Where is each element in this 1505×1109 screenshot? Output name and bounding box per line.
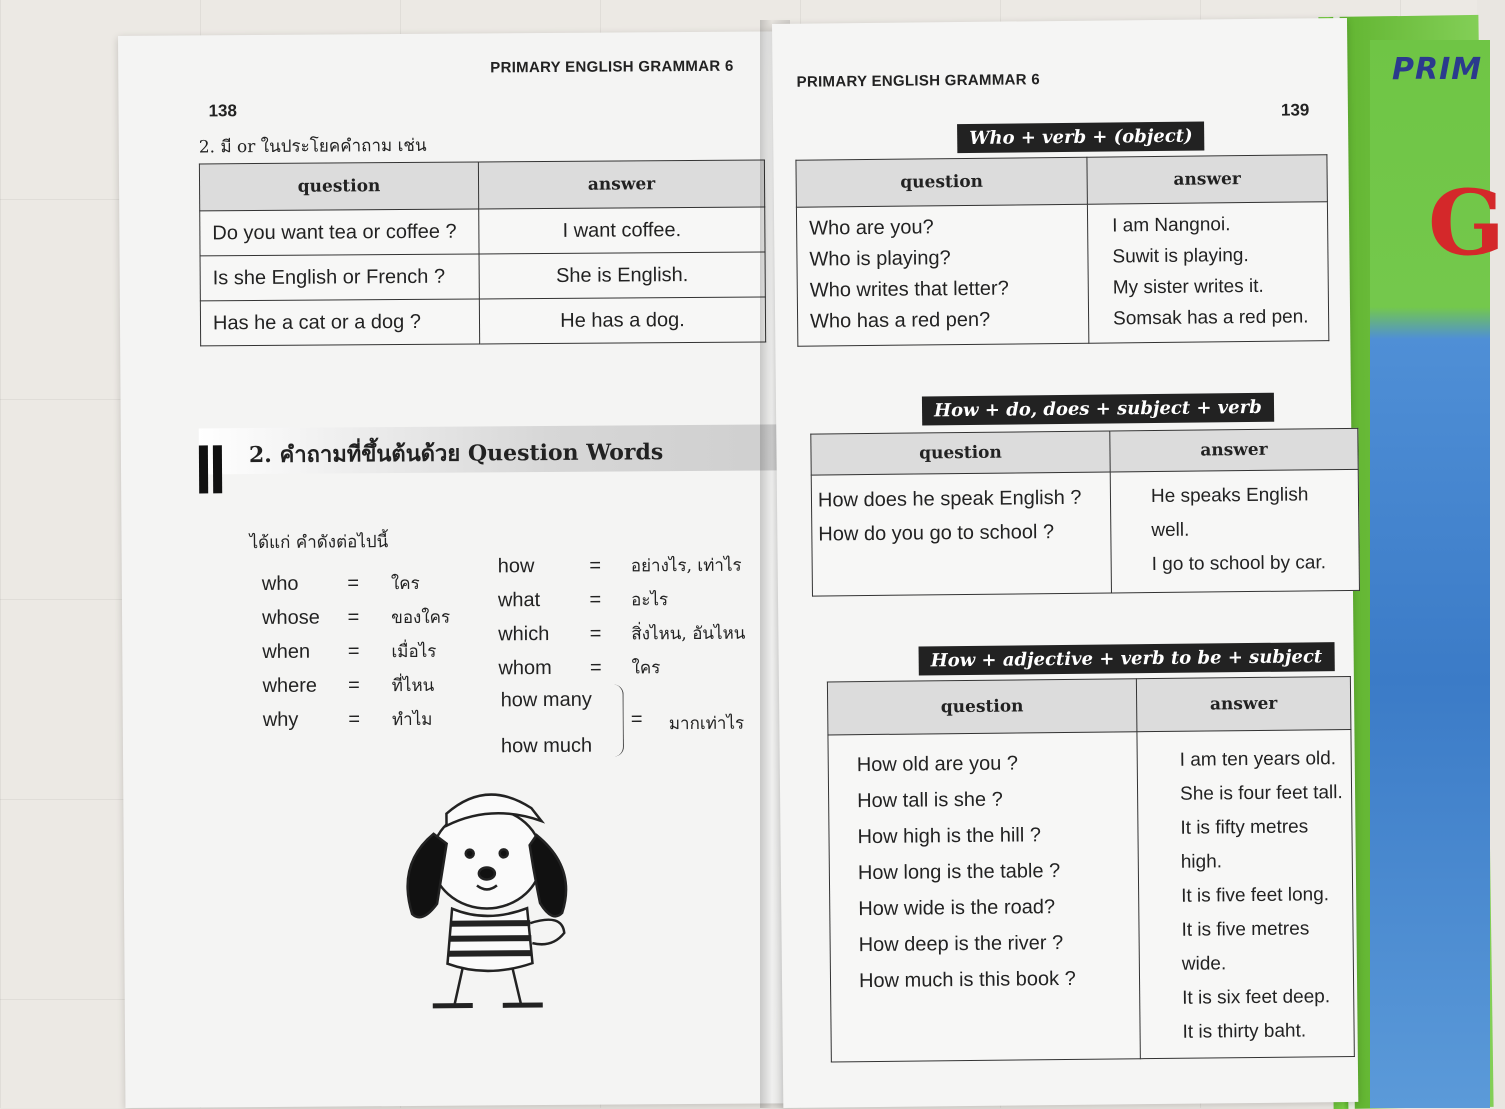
question-text: How high is the hill ? [857, 824, 1042, 849]
vocab-word: why [262, 708, 299, 732]
vocab-word: how much [500, 734, 593, 758]
vocab-word: whose [261, 606, 320, 630]
answer-cell: She is English. [479, 252, 765, 299]
answer-cell: I want coffee. [479, 207, 765, 254]
vocab-thai: สิ่งไหน, อันไหน [631, 623, 746, 645]
answer-text: It is five feet long. [1181, 884, 1330, 907]
vocab-item [498, 620, 745, 649]
vocab-word: how [497, 555, 535, 578]
vocab-word: when [262, 640, 311, 664]
question-text: How much is this book ? [858, 967, 1076, 993]
vocab-equals: = [589, 622, 602, 645]
vocab-equals: = [347, 606, 360, 629]
table-header-answer: answer [1136, 676, 1351, 731]
section-marker-icon [199, 445, 225, 493]
vocab-thai: อย่างไร, เท่าไร [630, 555, 742, 577]
answer-text: I am Nangnoi. [1112, 214, 1231, 237]
answer-text: He speaks English well. [1150, 484, 1309, 542]
vocab-intro: ได้แก่ คำดังต่อไปนี้ [249, 532, 389, 554]
question-list [811, 472, 1111, 596]
vocab-item [498, 552, 742, 581]
side-book-cover-text: PRIM [1392, 52, 1483, 87]
answer-text: Somsak has a red pen. [1112, 306, 1309, 330]
answer-text: She is four feet tall. [1179, 782, 1343, 805]
question-text: Who has a red pen? [810, 308, 991, 333]
table-header-question: question [827, 679, 1137, 735]
question-text: How does he speak English ? [817, 486, 1082, 512]
how-adjective-questions-table [827, 676, 1355, 1062]
right-page [772, 18, 1358, 1108]
answer-text: It is six feet deep. [1182, 986, 1331, 1009]
table-header-question: question [811, 431, 1110, 475]
table-row [200, 207, 765, 256]
section-title: 2. คำถามที่ขึ้นต้นด้วย Question Words [248, 439, 664, 469]
question-text: How old are you ? [856, 752, 1019, 777]
how-do-questions-table [810, 428, 1360, 597]
answer-text: I am ten years old. [1179, 748, 1337, 771]
pattern-banner: How + do, does + subject + verb [922, 393, 1274, 426]
vocab-word: which [498, 623, 550, 646]
running-head: PRIMARY ENGLISH GRAMMAR 6 [796, 71, 1041, 91]
vocab-item [263, 706, 433, 734]
answer-text: It is five metres wide. [1181, 918, 1310, 975]
cartoon-dog-icon [391, 773, 593, 1024]
vocab-equals: = [347, 640, 360, 663]
question-cell: Do you want tea or coffee ? [200, 209, 479, 256]
vocab-thai: ทำไม [391, 709, 433, 731]
question-text: Who is playing? [809, 247, 951, 271]
question-text: How wide is the road? [858, 896, 1056, 921]
table-header-question: question [796, 157, 1087, 207]
left-page [118, 31, 787, 1108]
who-questions-table [795, 154, 1329, 347]
question-text: Who are you? [809, 216, 934, 240]
answer-text: My sister writes it. [1112, 275, 1264, 299]
brace-icon [613, 684, 625, 756]
page-number: 139 [1280, 100, 1310, 120]
vocab-thai: ของใคร [391, 607, 451, 629]
vocab-equals: = [589, 554, 602, 577]
table-header-answer: answer [1110, 428, 1358, 472]
vocab-thai: ใคร [631, 658, 661, 679]
pattern-banner: Who + verb + (object) [957, 121, 1205, 153]
table-header-answer: answer [478, 160, 764, 209]
vocab-equals: = [348, 708, 361, 731]
side-book-letter: G [1428, 170, 1505, 276]
answer-list [1087, 202, 1328, 344]
intro-line: 2. มี or ในประโยคคำถาม เช่น [198, 135, 427, 158]
vocab-item [262, 638, 436, 666]
vocab-thai: อะไร [631, 590, 669, 611]
question-list [828, 732, 1140, 1062]
answer-cell: He has a dog. [479, 297, 765, 344]
answer-list [1137, 729, 1354, 1058]
vocab-item [262, 672, 434, 700]
page-number: 138 [208, 101, 237, 121]
vocab-word: who [261, 572, 299, 596]
running-head: PRIMARY ENGLISH GRAMMAR 6 [490, 57, 734, 77]
table-header-answer: answer [1087, 155, 1327, 205]
vocab-item [262, 604, 450, 632]
vocab-thai: ที่ไหน [391, 675, 435, 697]
question-cell: Has he a cat or a dog ? [200, 299, 479, 346]
question-cell: Is she English or French ? [200, 254, 479, 301]
vocab-equals: = [630, 708, 643, 731]
question-text: How deep is the river ? [858, 932, 1064, 957]
question-text: Who writes that letter? [809, 277, 1009, 302]
vocab-word: how many [500, 688, 592, 712]
vocab-equals: = [589, 588, 602, 611]
answer-text: I go to school by car. [1151, 552, 1327, 576]
table-header-question: question [199, 162, 478, 211]
answer-text: Suwit is playing. [1112, 245, 1249, 268]
vocab-thai: มากเท่าไร [668, 713, 745, 735]
question-list [796, 204, 1088, 346]
answer-text: It is thirty baht. [1182, 1020, 1307, 1043]
vocab-word: where [262, 674, 318, 698]
pattern-banner: How + adjective + verb to be + subject [919, 642, 1335, 675]
vocab-thai: ใคร [390, 573, 420, 595]
vocab-item [262, 570, 420, 598]
vocab-item [498, 586, 668, 614]
vocab-word: whom [498, 656, 552, 680]
table-row [200, 297, 765, 346]
vocab-equals: = [348, 674, 360, 697]
vocab-word: what [497, 589, 541, 612]
answer-text: It is fifty metres high. [1180, 816, 1309, 873]
vocab-equals: = [347, 572, 360, 595]
question-text: How do you go to school ? [818, 521, 1055, 546]
vocab-thai: เมื่อไร [391, 641, 437, 663]
table-row [200, 252, 765, 301]
question-text: How long is the table ? [857, 860, 1061, 885]
vocab-equals: = [589, 656, 602, 679]
or-questions-table [199, 159, 766, 346]
answer-list [1110, 469, 1359, 593]
question-text: How tall is she ? [857, 788, 1003, 813]
vocab-item [498, 654, 660, 682]
